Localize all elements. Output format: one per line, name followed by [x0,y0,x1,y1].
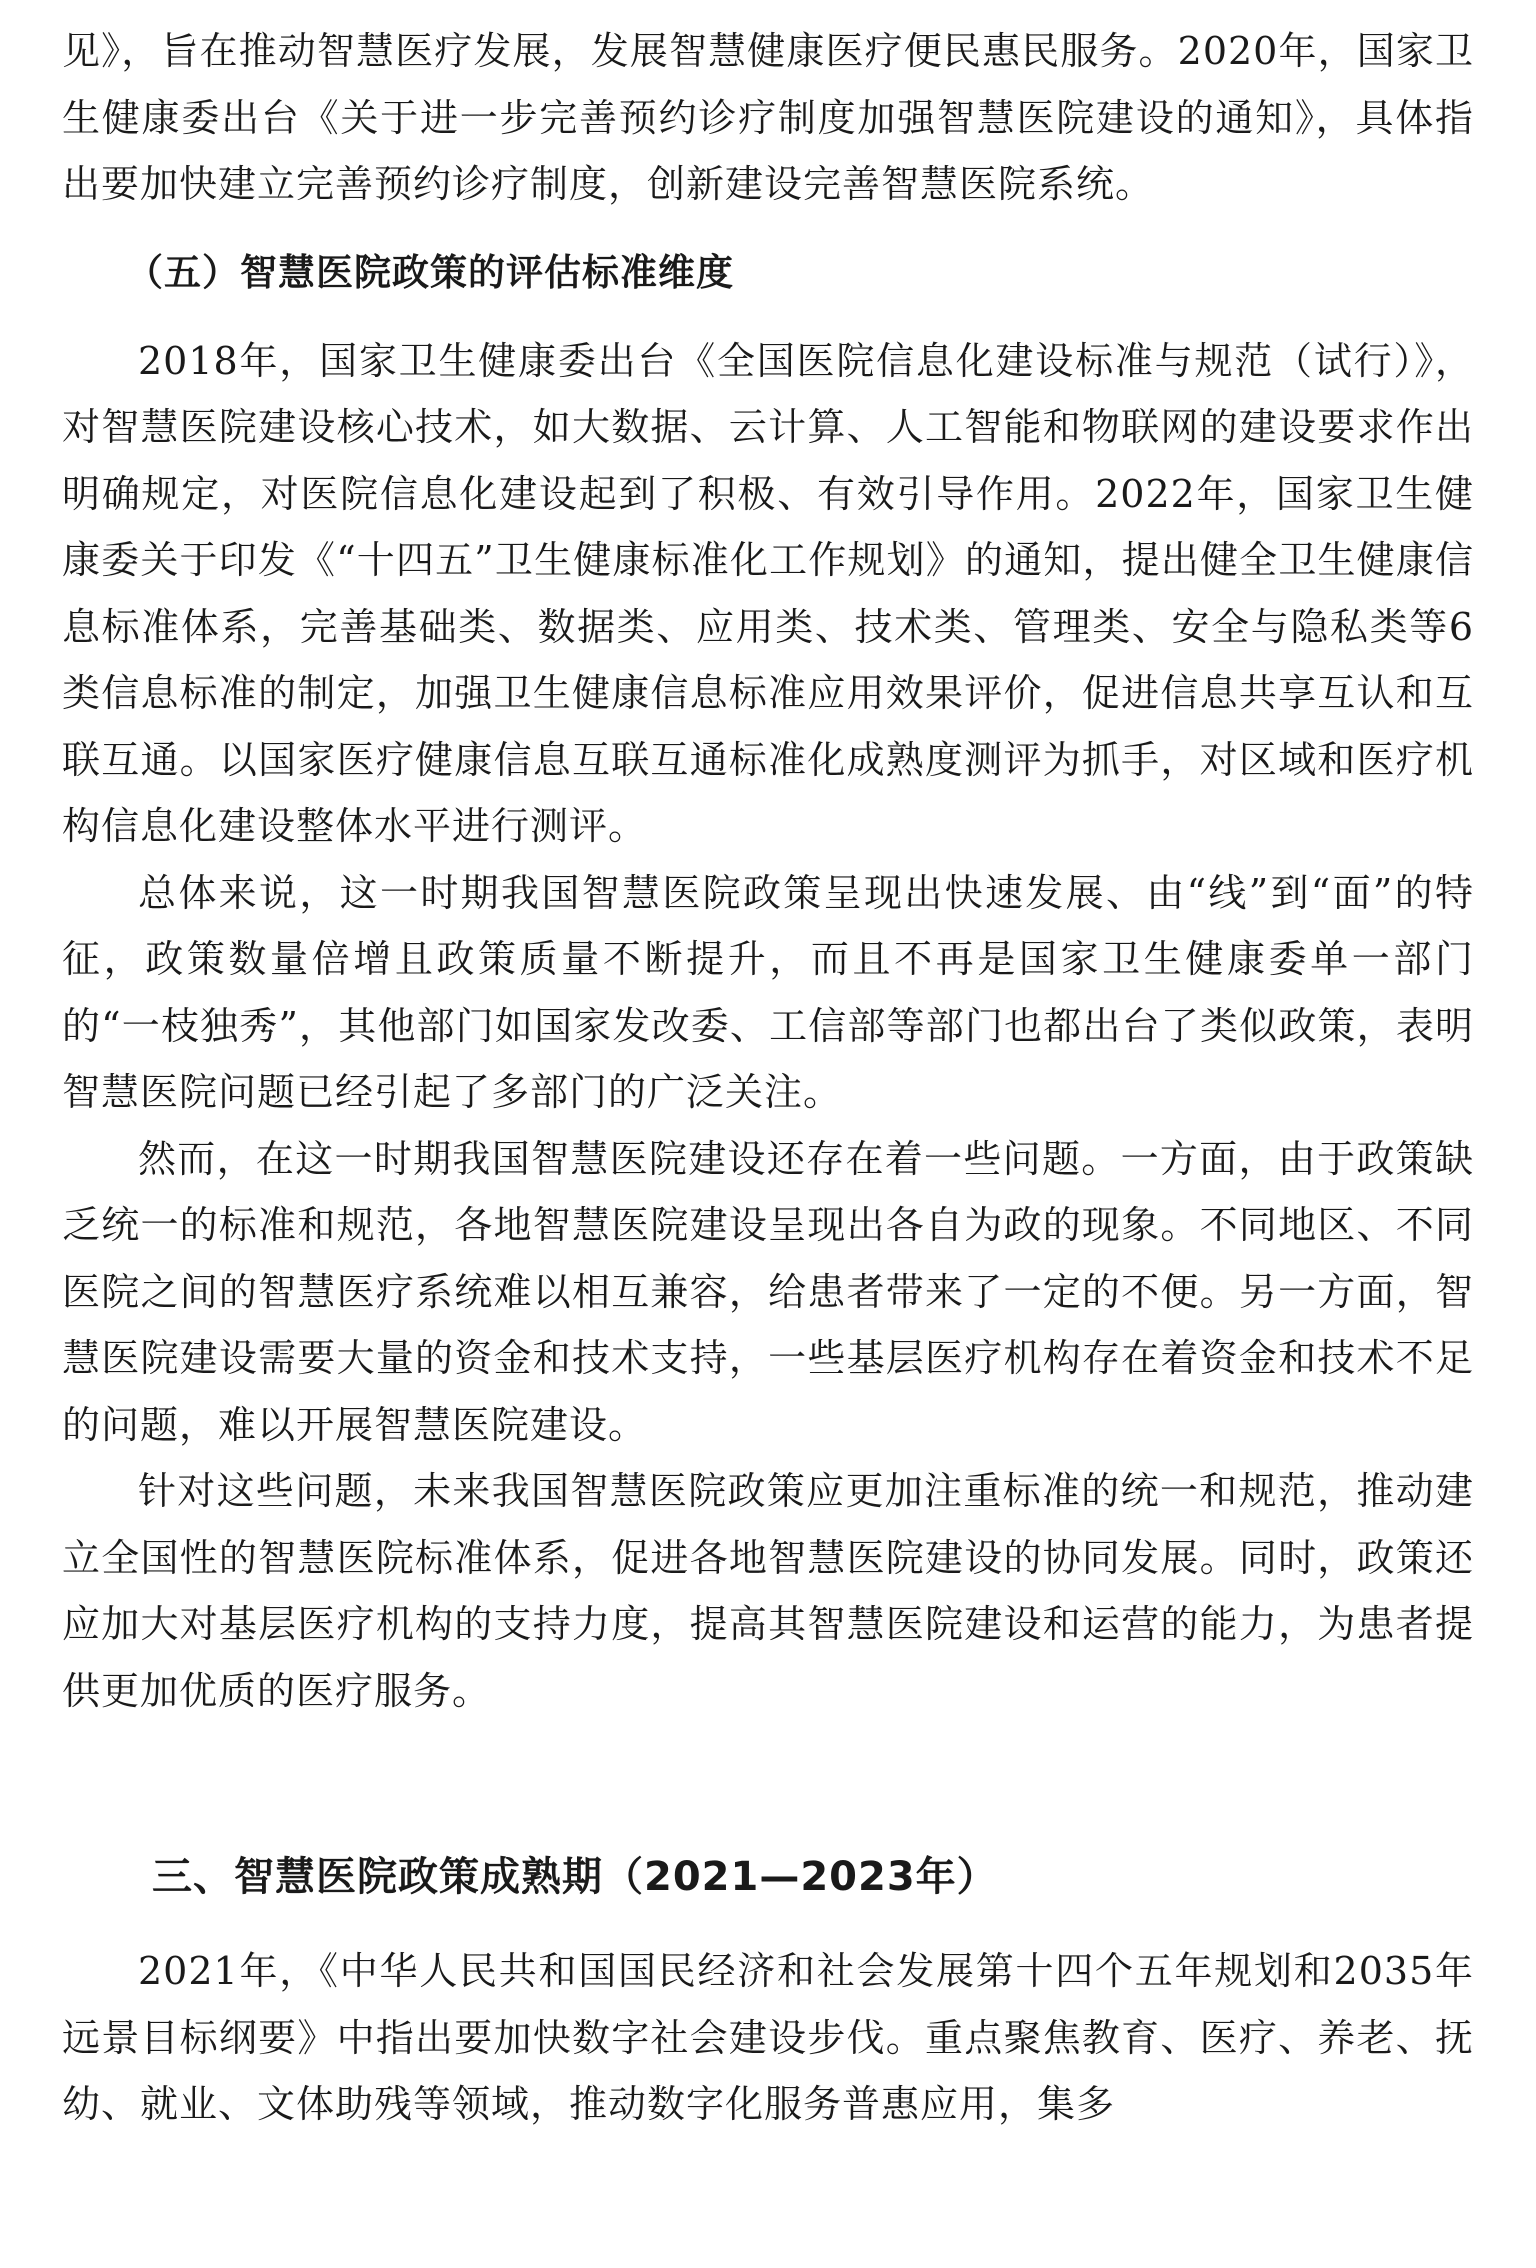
body-paragraph: 总体来说，这一时期我国智慧医院政策呈现出快速发展、由“线”到“面”的特征，政策数量倍增且政策质量不断提升，而且不再是国家卫生健康委单一部门的“一枝独秀”，其他部门如国家发改委、工信部等部门也都出台了类似政策，表明智慧医院问题已经引起了多部门的广泛关注。 [62,870,1474,1114]
body-paragraph-continued: 见》，旨在推动智慧医疗发展，发展智慧健康医疗便民惠民服务。2020年，国家卫生健康委出台《关于进一步完善预约诊疗制度加强智慧医院建设的通知》，具体指出要加快建立完善预约诊疗制度，创新建设完善智慧医院系统。 [62,29,1474,206]
body-paragraph: 2021年，《中华人民共和国国民经济和社会发展第十四个五年规划和2035年远景目标纲要》中指出要加快数字社会建设步伐。重点聚焦教育、医疗、养老、抚幼、就业、文体助残等领域，推动数字化服务普惠应用，集多 [62,1949,1474,2126]
subsection-heading: （五）智慧医院政策的评估标准维度 [126,250,734,294]
body-paragraph: 2018年，国家卫生健康委出台《全国医院信息化建设标准与规范（试行）》，对智慧医院建设核心技术，如大数据、云计算、人工智能和物联网的建设要求作出明确规定，对医院信息化建设起到了积极、有效引导作用。2022年，国家卫生健康委关于印发《“十四五”卫生健康标准化工作规划》的通知，提出健全卫生健康信息标准体系，完善基础类、数据类、应用类、技术类、管理类、安全与隐私类等6类信息标准的制定，加强卫生健康信息标准应用效果评价，促进信息共享互认和互联互通。以国家医疗健康信息互联互通标准化成熟度测评为抓手，对区域和医疗机构信息化建设整体水平进行测评。 [62,338,1474,848]
body-paragraph: 然而，在这一时期我国智慧医院建设还存在着一些问题。一方面，由于政策缺乏统一的标准和规范，各地智慧医院建设呈现出各自为政的现象。不同地区、不同医院之间的智慧医疗系统难以相互兼容，给患者带来了一定的不便。另一方面，智慧医院建设需要大量的资金和技术支持，一些基层医疗机构存在着资金和技术不足的问题，难以开展智慧医院建设。 [62,1136,1474,1447]
body-paragraph: 针对这些问题，未来我国智慧医院政策应更加注重标准的统一和规范，推动建立全国性的智慧医院标准体系，促进各地智慧医院建设的协同发展。同时，政策还应加大对基层医疗机构的支持力度，提高其智慧医院建设和运营的能力，为患者提供更加优质的医疗服务。 [62,1469,1474,1713]
section-heading: 三、智慧医院政策成熟期（2021—2023年） [152,1854,998,1900]
